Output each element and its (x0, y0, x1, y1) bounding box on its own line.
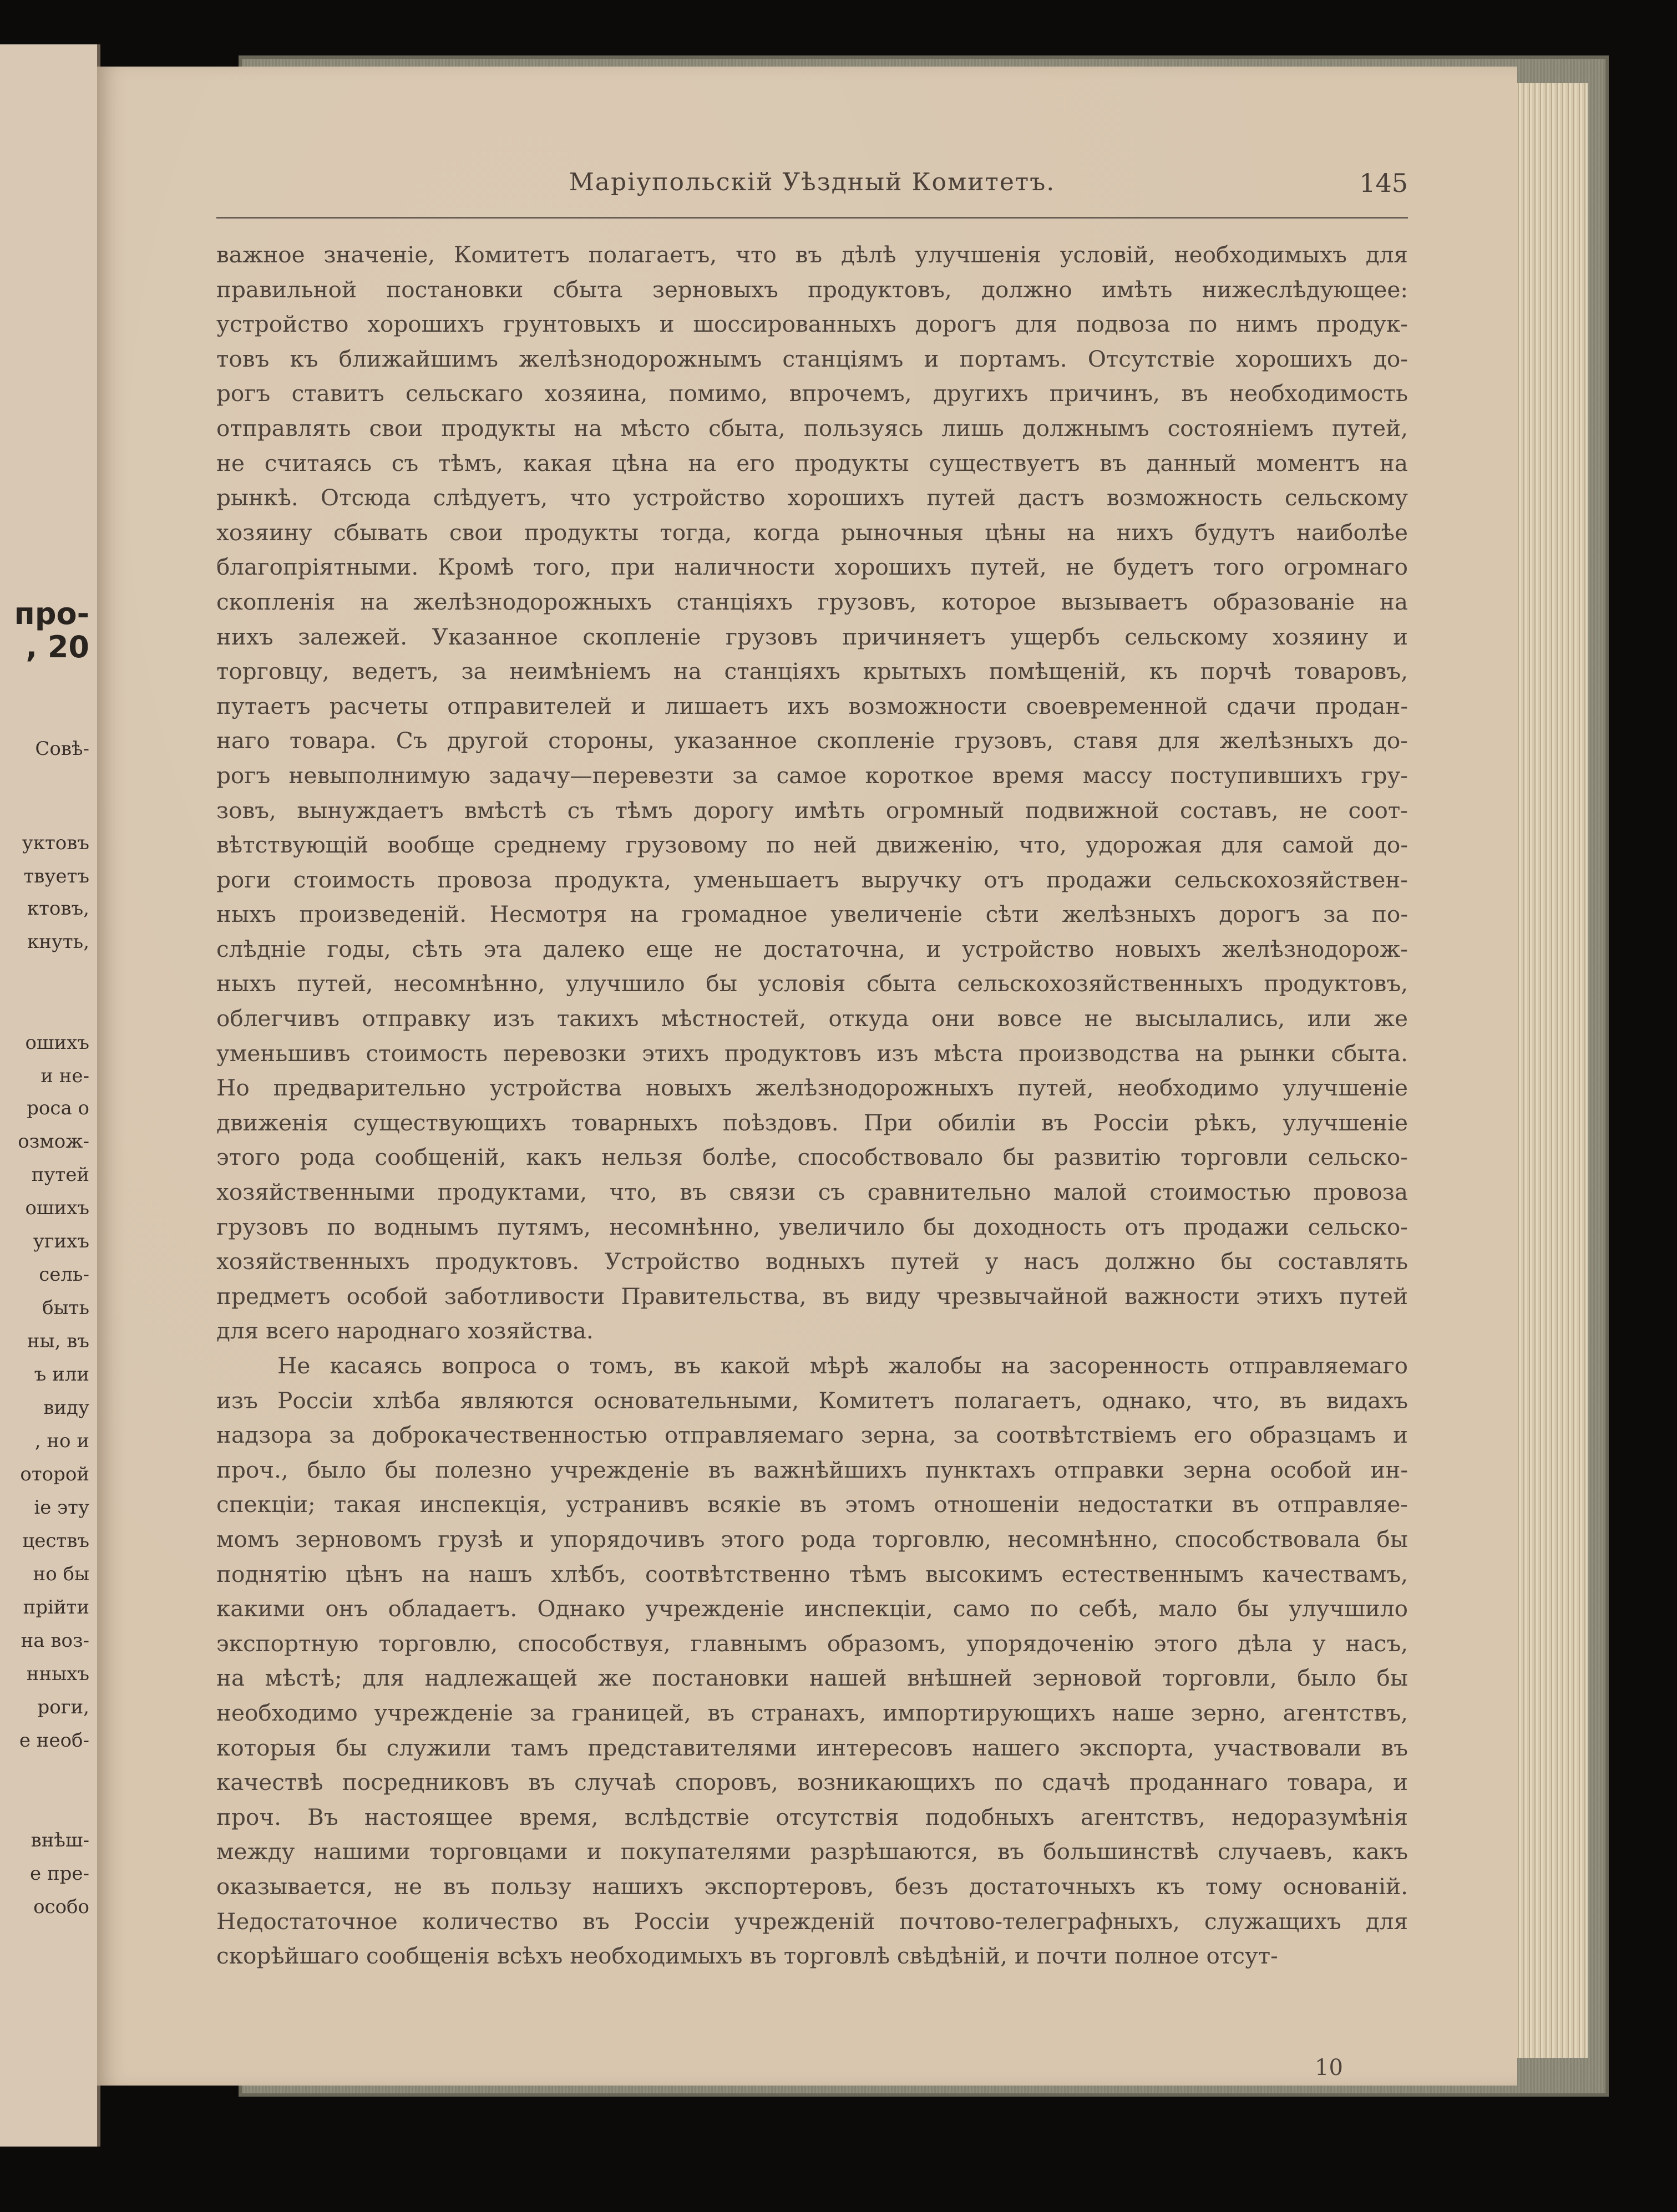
text-line: зовъ, вынуждаетъ вмѣстѣ съ тѣмъ дорогу имѣть огромный подвижной составъ, не соот- (216, 796, 1408, 824)
left-page-text-fragment: угихъ (33, 1230, 89, 1252)
left-page-text-fragment: внѣш- (31, 1829, 89, 1851)
left-page-text-fragment: кнуть, (27, 931, 89, 953)
left-page-text-fragment: но бы (33, 1563, 89, 1585)
left-page-text-fragment: прійти (23, 1596, 89, 1619)
left-page-text-fragment: роса о (27, 1097, 89, 1119)
book-page (97, 67, 1517, 2086)
text-line: Но предварительно устройства новыхъ желѣзнодорожныхъ путей, необходимо улучшеніе (216, 1074, 1408, 1102)
text-line: момъ зерновомъ грузѣ и упорядочивъ этого рода торговлю, несомнѣнно, способствовала бы (216, 1525, 1408, 1553)
text-line: предметъ особой заботливости Правительства, въ виду чрезвычайной важности этихъ путей (216, 1282, 1408, 1310)
text-line: не считаясь съ тѣмъ, какая цѣна на его продукты существуетъ въ данный моментъ на (216, 449, 1408, 476)
text-line: хозяйственныхъ продуктовъ. Устройство водныхъ путей у насъ должно бы составлять (216, 1248, 1408, 1275)
page-number: 145 (1359, 168, 1408, 198)
left-page-text-fragment: про- (14, 596, 89, 631)
text-line: вѣтствующій вообще среднему грузовому по ней движенію, что, удорожая для самой до- (216, 831, 1408, 859)
text-line: хозяйственными продуктами, что, въ связи съ сравнительно малой стоимостью провоза (216, 1179, 1408, 1206)
left-page-text-fragment: виду (43, 1397, 89, 1419)
text-line: необходимо учрежденіе за границей, въ странахъ, импортирующихъ наше зерно, агентствъ, (216, 1699, 1408, 1726)
left-page-text-fragment: ны, въ (27, 1330, 89, 1352)
text-line: хозяину сбывать свои продукты тогда, когда рыночныя цѣны на нихъ будутъ наиболѣе (216, 519, 1408, 546)
text-line: путаетъ расчеты отправителей и лишаетъ ихъ возможности своевременной сдачи продан- (216, 692, 1408, 719)
text-line: скопленія на желѣзнодорожныхъ станціяхъ грузовъ, которое вызываетъ образованіе на (216, 588, 1408, 615)
text-line: оказывается, не въ пользу нашихъ экспортеровъ, безъ достаточныхъ къ тому основаній. (216, 1873, 1408, 1900)
running-title: Маріупольскій Уѣздный Комитетъ. (569, 168, 1056, 196)
text-line: грузовъ по воднымъ путямъ, несомнѣнно, увеличило бы доходность отъ продажи сельско- (216, 1213, 1408, 1240)
left-page-text-fragment: на воз- (21, 1630, 89, 1652)
left-page-text-fragment: нныхъ (26, 1663, 89, 1685)
text-line: для всего народнаго хозяйства. (216, 1317, 594, 1345)
text-line: на мѣстѣ; для надлежащей же постановки нашей внѣшней зерновой торговли, было бы (216, 1665, 1408, 1692)
left-page-text-fragment: твуетъ (23, 865, 89, 887)
text-line: Недостаточное количество въ Россіи учрежденій почтово-телеграфныхъ, служащихъ для (216, 1907, 1408, 1935)
text-line: ныхъ произведеній. Несмотря на громадное увеличеніе сѣти желѣзныхъ дорогъ за по- (216, 901, 1408, 928)
paragraph-2 (216, 1348, 1408, 1973)
text-line: рынкѣ. Отсюда слѣдуетъ, что устройство хорошихъ путей дастъ возможность сельскому (216, 484, 1408, 511)
text-line: надзора за доброкачественностью отправляемаго зерна, за соотвѣтствіемъ его образцамъ и (216, 1422, 1408, 1449)
left-page-text-fragment: оторой (20, 1463, 89, 1485)
left-page-text-fragment: путей (31, 1164, 89, 1186)
left-page-text-fragment: роги, (37, 1696, 89, 1718)
left-page-text-fragment: іе эту (34, 1496, 89, 1519)
left-page-text-fragment: особо (33, 1896, 89, 1918)
left-page-text-fragment: уктовъ (22, 832, 89, 854)
text-line: качествѣ посредниковъ въ случаѣ споровъ, возникающихъ по сдачѣ проданнаго товара, и (216, 1769, 1408, 1796)
left-page-text-fragment: , но и (34, 1430, 89, 1452)
text-line: наго товара. Съ другой стороны, указанное скопленіе грузовъ, ставя для желѣзныхъ до- (216, 727, 1408, 754)
left-page-text-fragment: ктовъ, (27, 897, 89, 920)
left-page-text-fragment: Совѣ- (35, 738, 89, 760)
left-page-text-fragment: ъ или (34, 1363, 89, 1386)
text-line: слѣдніе годы, сѣть эта далеко еще не достаточна, и устройство новыхъ желѣзнодорож- (216, 935, 1408, 962)
text-line: отправлять свои продукты на мѣсто сбыта, пользуясь лишь должнымъ состояніемъ путей, (216, 414, 1408, 442)
text-line: этого рода сообщеній, какъ нельзя болѣе, способствовало бы развитію торговли сельско- (216, 1144, 1408, 1171)
text-line: рогъ невыполнимую задачу—перевезти за самое короткое время массу поступившихъ гру- (216, 762, 1408, 789)
text-line: изъ Россіи хлѣба являются основательными, Комитетъ полагаетъ, однако, что, въ видахъ (216, 1387, 1408, 1414)
text-line: нихъ залежей. Указанное скопленіе грузовъ причиняетъ ущербъ сельскому хозяину и (216, 623, 1408, 650)
left-page-text-fragment: ошихъ (25, 1032, 89, 1054)
text-line: какими онъ обладаетъ. Однако учрежденіе инспекціи, само по себѣ, мало бы улучшило (216, 1595, 1408, 1622)
left-page-text-fragment: , 20 (26, 630, 89, 664)
left-page-text-fragment: быть (42, 1297, 89, 1319)
text-line: экспортную торговлю, способствуя, главнымъ образомъ, упорядоченію этого дѣла у насъ, (216, 1630, 1408, 1657)
left-page-text-fragment: сель- (39, 1264, 89, 1286)
paragraph-1 (216, 237, 1408, 1348)
text-line: скорѣйшаго сообщенія всѣхъ необходимыхъ въ торговлѣ свѣдѣній, и почти полное отсут- (216, 1942, 1278, 1970)
signature-mark: 10 (1315, 2055, 1343, 2081)
text-line: правильной постановки сбыта зерновыхъ продуктовъ, должно имѣть нижеслѣдующее: (216, 276, 1408, 303)
page-header (216, 164, 1408, 219)
text-line: облегчивъ отправку изъ такихъ мѣстностей, откуда они вовсе не высылались, или же (216, 1005, 1408, 1032)
text-line: благопріятными. Кромѣ того, при наличности хорошихъ путей, не будетъ того огромнаго (216, 554, 1408, 581)
text-line: Не касаясь вопроса о томъ, въ какой мѣрѣ жалобы на засоренность отправляемаго (277, 1352, 1408, 1379)
left-page-text-fragment: озмож- (18, 1130, 89, 1153)
left-page-text-fragment: е пре- (30, 1863, 89, 1885)
text-line: важное значеніе, Комитетъ полагаетъ, что въ дѣлѣ улучшенія условій, необходимыхъ для (216, 241, 1408, 268)
text-line: проч., было бы полезно учрежденіе въ важнѣйшихъ пунктахъ отправки зерна особой ин- (216, 1456, 1408, 1483)
text-line: между нашими торговцами и покупателями разрѣшаются, въ большинствѣ случаевъ, какъ (216, 1838, 1408, 1865)
text-line: роги стоимость провоза продукта, уменьшаетъ выручку отъ продажи сельскохозяйствен- (216, 866, 1408, 893)
text-line: ныхъ путей, несомнѣнно, улучшило бы условія сбыта сельскохозяйственныхъ продуктовъ, (216, 970, 1408, 997)
body-text (216, 237, 1408, 1973)
text-line: устройство хорошихъ грунтовыхъ и шоссированныхъ дорогъ для подвоза по нимъ продук- (216, 311, 1408, 338)
text-line: которыя бы служили тамъ представителями интересовъ нашего экспорта, участвовали въ (216, 1734, 1408, 1761)
text-line: торговцу, ведетъ, за неимѣніемъ на станціяхъ крытыхъ помѣщеній, къ порчѣ товаровъ, (216, 658, 1408, 685)
text-line: проч. Въ настоящее время, вслѣдствіе отсутствія подобныхъ агентствъ, недоразумѣнія (216, 1803, 1408, 1830)
left-page-text-fragment: ошихъ (25, 1197, 89, 1219)
text-line: движенія существующихъ товарныхъ поѣздовъ. При обиліи въ Россіи рѣкъ, улучшеніе (216, 1109, 1408, 1136)
left-page-text-fragment: и не- (40, 1065, 89, 1087)
text-line: поднятію цѣнъ на нашъ хлѣбъ, соотвѣтственно тѣмъ высокимъ естественнымъ качествамъ, (216, 1560, 1408, 1587)
left-page-text-fragment: цествъ (22, 1530, 89, 1552)
text-line: спекціи; такая инспекція, устранивъ всякіе въ этомъ отношеніи недостатки въ отправляе- (216, 1491, 1408, 1518)
text-line: рогъ ставитъ сельскаго хозяина, помимо, впрочемъ, другихъ причинъ, въ необходимость (216, 380, 1408, 407)
text-line: уменьшивъ стоимость перевозки этихъ продуктовъ изъ мѣста производства на рынки сбыта. (216, 1039, 1408, 1067)
previous-page-fragment (0, 44, 100, 2147)
left-page-text-fragment: е необ- (19, 1729, 89, 1752)
text-line: товъ къ ближайшимъ желѣзнодорожнымъ станціямъ и портамъ. Отсутствіе хорошихъ до- (216, 345, 1408, 372)
